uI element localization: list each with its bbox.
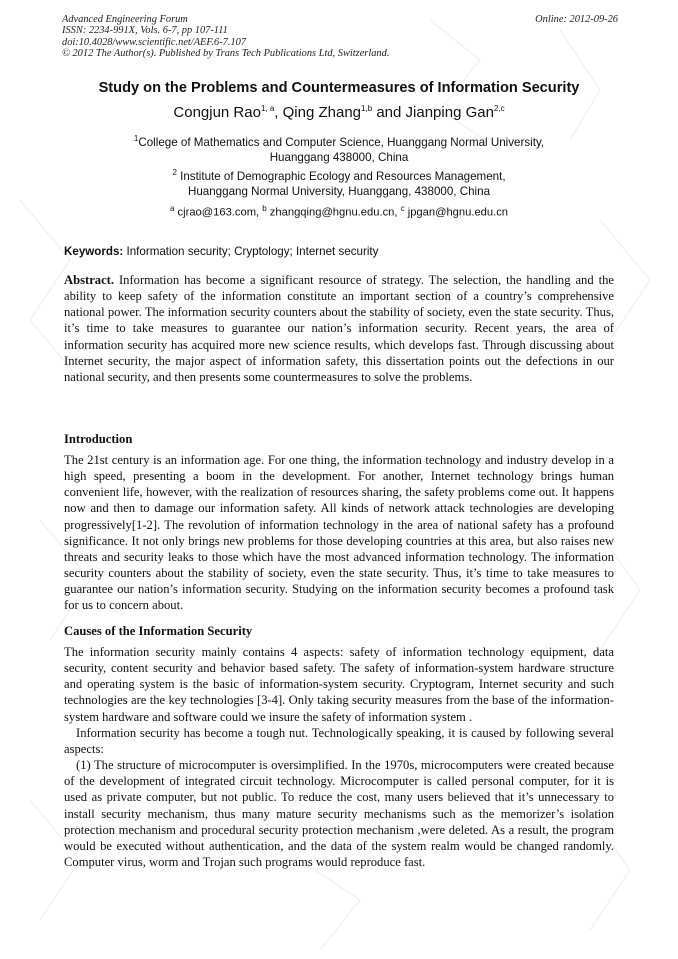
author-affiliation-marker: 1,b (361, 104, 373, 113)
section-heading-introduction: Introduction (64, 432, 133, 446)
abstract-text: Information has become a significant resource of strategy. The selection, the handling and the ability to keep safety of the information constitute an important section of a country’s comprehensive national power. The information security counters about the stability of society, even the state security. Thus, it’s time to take measures to guarantee our nation’s information security. Recent years, the area of information security has acquired more new science results, which develops fast. Through discussing about Internet security, the major aspect of information safety, this dissertation points out the defections in our national security, and then presents some countermeasures to solve the problems. (64, 273, 614, 384)
doi-line: doi:10.4028/www.scientific.net/AEF.6-7.107 (62, 36, 247, 48)
email-link[interactable]: jpgan@hgnu.edu.cn (404, 206, 509, 219)
affiliation-marker: 1 (133, 134, 139, 143)
journal-name: Advanced Engineering Forum (62, 14, 188, 25)
author-name: Jianping Gan (405, 104, 494, 121)
causes-paragraph-1: The information security mainly contains 4 aspects: safety of information technology equipment, data security, content security and behavior based safety. The safety of information-system hardware structure and operating system is the basic of information-system security. Cryptogram, Internet security and such technologies are the key technologies [3-4]. Only taking security measures from the base of the information-system hardware and software could we insure the safety of information system . (64, 645, 614, 724)
running-header (62, 14, 618, 60)
affiliation-1 (60, 131, 618, 165)
introduction-paragraph: The 21st century is an information age. For one thing, the information technology and industry develop in a high speed, presenting a boom in the development. For another, Internet technology brings human convenient life, however, with the realization of resources sharing, the safety problems come out. It happens now and then to damage our information safety. All kinds of network attack technologies are developing progressively[1-2]. The revolution of information technology in the area of national safety has a profound significance. It not only brings new problems for those developing countries at this area, but also raises new threats and security leaks to those which have the most advanced information technology. The information security counters about the stability of society, even the state security. Thus, it’s time to take measures to guarantee our nation’s information security. Studying on the information security becomes a profound task for us to concern about. (64, 453, 614, 613)
affiliation-text: Institute of Demographic Ecology and Resources Management, (176, 169, 506, 183)
paper-title: Study on the Problems and Countermeasures of Information Security (98, 80, 580, 96)
affiliation-text: Huanggang 438000, China (269, 150, 409, 164)
author-affiliation-marker: 1, a (260, 104, 275, 113)
email-link[interactable]: zhangqing@hgnu.edu.cn, (266, 206, 401, 219)
copyright-line: © 2012 The Author(s). Published by Trans Tech Publications Ltd, Switzerland. (62, 48, 390, 60)
author-emails (60, 201, 618, 221)
email-link[interactable]: cjrao@163.com, (174, 206, 263, 219)
keywords-text: Information security; Cryptology; Internet security (123, 245, 379, 258)
online-date: Online: 2012-09-26 (535, 14, 618, 25)
author-affiliation-marker: 2,c (493, 104, 505, 113)
keywords-label: Keywords: (64, 245, 124, 258)
causes-section (64, 644, 614, 870)
affiliation-text: Huanggang Normal University, Huanggang, 438000, China (187, 184, 491, 198)
abstract-label: Abstract. (64, 273, 115, 287)
email-marker: a (169, 204, 175, 213)
author-separator: , (274, 104, 283, 121)
affiliation-2 (60, 165, 618, 199)
affiliation-marker: 2 (172, 168, 177, 177)
author-name: Qing Zhang (282, 104, 362, 121)
issn-line: ISSN: 2234-991X, Vols. 6-7, pp 107-111 (62, 25, 228, 37)
email-marker: c (400, 204, 405, 213)
section-heading-causes: Causes of the Information Security (64, 624, 253, 638)
author-list (40, 104, 638, 121)
causes-paragraph-3: (1) The structure of microcomputer is oversimplified. In the 1970s, microcomputers were created because of the development of integrated circuit technology. Microcomputer is called personal computer, for it is used as private computer, but not public. To reduce the cost, many users believed that it’s unnecessary to install security mechanism, thus many mature security mechanisms such as the memorizer’s isolation protection mechanism and procedural security protection mechanism ,were deleted. As a result, the program would be executed without authentication, and the data of the system realm would be changed randomly. Computer virus, worm and Trojan such programs would reproduce fast. (64, 758, 614, 870)
causes-paragraph-2: Information security has become a tough nut. Technologically speaking, it is caused by following several aspects: (64, 725, 614, 756)
author-separator: and (372, 104, 406, 121)
affiliation-text: College of Mathematics and Computer Science, Huanggang Normal University, (138, 135, 545, 149)
author-name: Congjun Rao (173, 104, 261, 121)
email-marker: b (262, 204, 267, 213)
keywords (64, 245, 616, 258)
abstract (64, 272, 614, 385)
